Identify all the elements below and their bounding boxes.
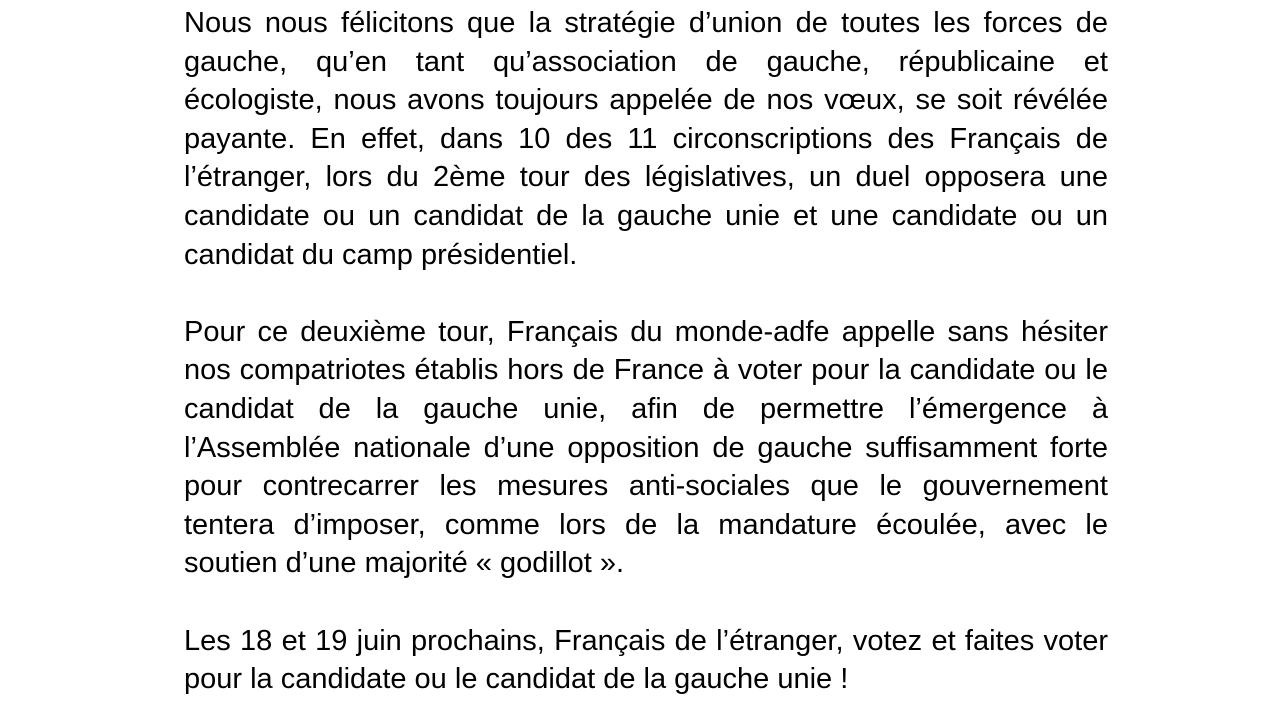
paragraph-union-strategy: Nous nous félicitons que la stratégie d’union de toutes les forces de gauche, qu’en tant qu’association de gauche, républicaine et écologiste, nous avons toujours appelée de nos vœux, se soit révélée payante. En effet, dans 10 des 11 circonscriptions des Français de l’étranger, lors du 2ème tour des législatives, un duel opposera une candidate ou un candidat de la gauche unie et une candidate ou un candidat du camp présidentiel. — [184, 7, 1108, 271]
paragraph-vote-dates: Les 18 et 19 juin prochains, Français de l’étranger, votez et faites voter pour la candidate ou le candidat de la gauche unie ! — [184, 624, 1108, 696]
document-body — [184, 4, 1108, 699]
paragraph-second-round-call: Pour ce deuxième tour, Français du monde-adfe appelle sans hésiter nos compatriotes établis hors de France à voter pour la candidate ou le candidat de la gauche unie, afin de permettre l’émergence à l’Assemblée nationale d’une opposition de gauche suffisamment forte pour contrecarrer les mesures anti-sociales que le gouvernement tentera d’imposer, comme lors de la mandature écoulée, avec le soutien d’une majorité « godillot ». — [184, 315, 1108, 580]
